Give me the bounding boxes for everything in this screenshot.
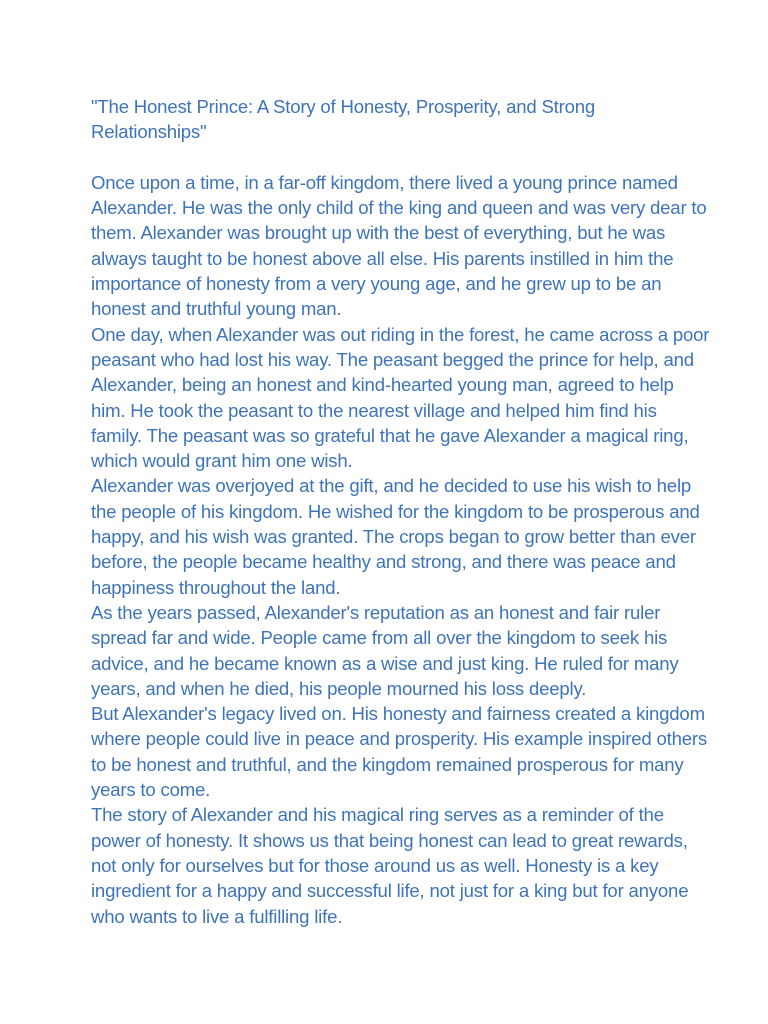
paragraph-5: But Alexander's legacy lived on. His honesty and fairness created a kingdom where people could live in peace and prosperity. His example inspired others to be honest and truthful, and the kingdom remained prosperous for many years to come. — [91, 703, 707, 801]
blank-line — [91, 145, 711, 170]
document-title: "The Honest Prince: A Story of Honesty, Prosperity, and Strong Relationships" — [91, 96, 596, 143]
paragraph-3: Alexander was overjoyed at the gift, and he decided to use his wish to help the people of his kingdom. He wished for the kingdom to be prosperous and happy, and his wish was granted. The crops began to grow better than ever before, the people became healthy and strong, and there was peace and happiness throughout the land. — [91, 475, 700, 598]
paragraph-1: Once upon a time, in a far-off kingdom, there lived a young prince named Alexander. He was the only child of the king and queen and was very dear to them. Alexander was brought up with the best of everything, but he was always taught to be honest above all else. His parents instilled in him the importance of honesty from a very young age, and he grew up to be an honest and truthful young man. — [91, 171, 707, 320]
paragraph-2: One day, when Alexander was out riding in the forest, he came across a poor peasant who had lost his way. The peasant begged the prince for help, and Alexander, being an honest and kind-hearted young man, agreed to help him. He took the peasant to the nearest village and helped him find his family. The peasant was so grateful that he gave Alexander a magical ring, which would grant him one wish. — [91, 323, 710, 472]
document-body — [91, 94, 711, 929]
paragraph-4: As the years passed, Alexander's reputation as an honest and fair ruler spread far and wide. People came from all over the kingdom to seek his advice, and he became known as a wise and just king. He ruled for many years, and when he died, his people mourned his loss deeply. — [91, 601, 679, 699]
paragraph-6: The story of Alexander and his magical ring serves as a reminder of the power of honesty. It shows us that being honest can lead to great rewards, not only for ourselves but for those around us as well. Honesty is a key ingredient for a happy and successful life, not just for a king but for anyone who wants to live a fulfilling life. — [91, 804, 689, 927]
